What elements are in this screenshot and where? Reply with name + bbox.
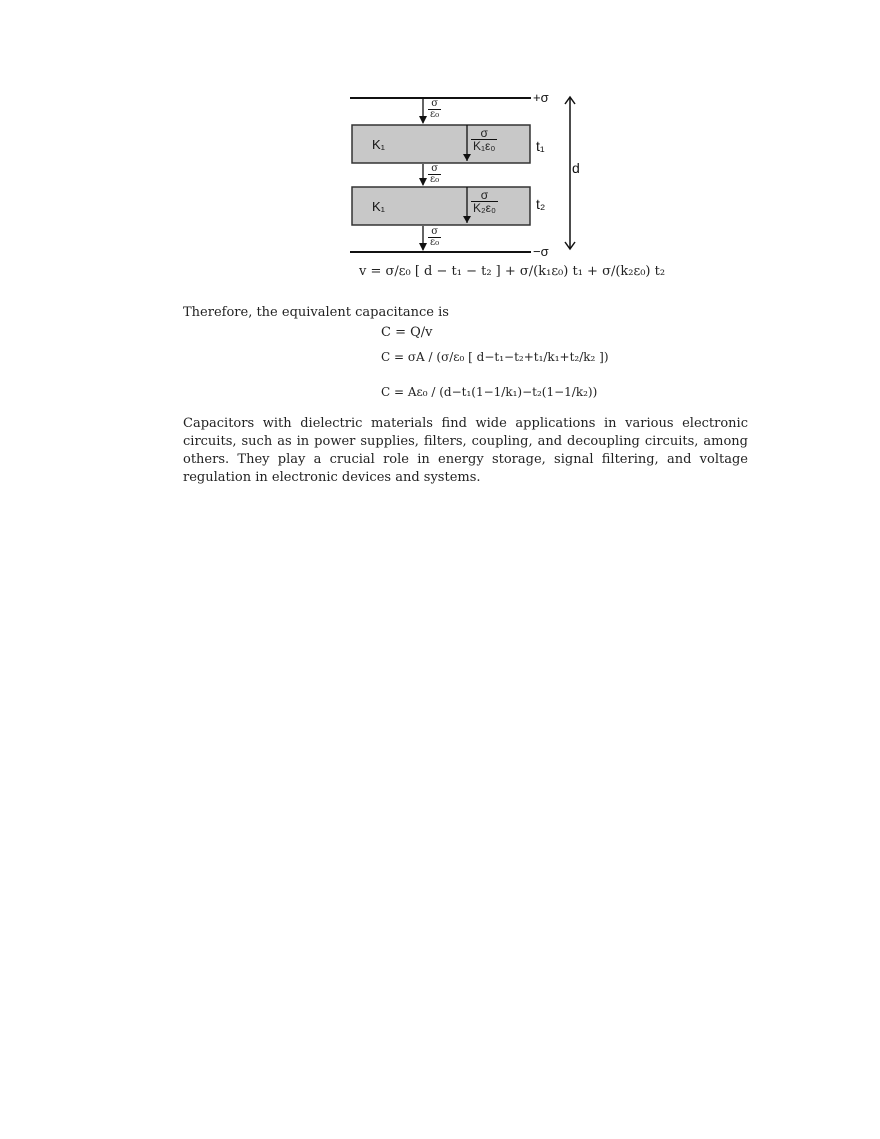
gap-field-1-den: ε₀ [430, 109, 440, 120]
slab-1-field [471, 127, 497, 152]
gap-field-3-den: ε₀ [430, 237, 440, 248]
slab-2-thickness-label: t₂ [536, 196, 546, 212]
gap-field-3 [428, 227, 441, 248]
equation-2: C = σA / (σ/ε₀ [ d−t₁−t₂+t₁/k₁+t₂/k₂ ]) [381, 350, 609, 364]
intro-text: Therefore, the equivalent capacitance is [183, 305, 449, 320]
slab-1-field-num: σ [480, 126, 488, 140]
gap-field-2-den: ε₀ [430, 174, 440, 185]
gap-field-2-num: σ [431, 163, 439, 174]
gap-field-1 [428, 99, 441, 120]
top-plate-label: +σ [533, 90, 549, 105]
slab-1-field-den: K₁ε₀ [473, 139, 496, 153]
gap-field-1-num: σ [431, 98, 439, 109]
equation-1: C = Q/v [381, 325, 433, 340]
arrow-gap-3 [419, 243, 427, 251]
gap-field-3-num: σ [431, 226, 439, 237]
arrow-gap-2 [419, 178, 427, 186]
capacitor-diagram-svg [346, 90, 586, 290]
bottom-plate-label: −σ [533, 244, 549, 259]
slab-1-thickness-label: t₁ [536, 138, 545, 154]
body-paragraph: Capacitors with dielectric materials find wide applications in various electronic circuits, such as in power supplies, filters, coupling, and decoupling circuits, among others. They play a crucial role in energy storage, signal filtering, and voltage regulation in electronic devices and systems. [183, 416, 748, 485]
capacitor-diagram [346, 90, 586, 290]
slab-1-k-label: K₁ [372, 137, 386, 152]
voltage-formula: v = σ/ε₀ [ d − t₁ − t₂ ] + σ/(k₁ε₀) t₁ + σ/(k₂ε₀) t₂ [359, 264, 666, 279]
arrow-gap-1 [419, 116, 427, 124]
slab-2-field-num: σ [480, 188, 489, 202]
gap-field-2 [428, 164, 441, 185]
equation-3: C = Aε₀ / (d−t₁(1−1/k₁)−t₂(1−1/k₂)) [381, 385, 598, 399]
slab-2-field [471, 189, 498, 214]
slab-2-k-label: K₁ [372, 199, 386, 214]
distance-label: d [572, 160, 580, 176]
slab-2-field-den: K₂ε₀ [473, 201, 496, 215]
